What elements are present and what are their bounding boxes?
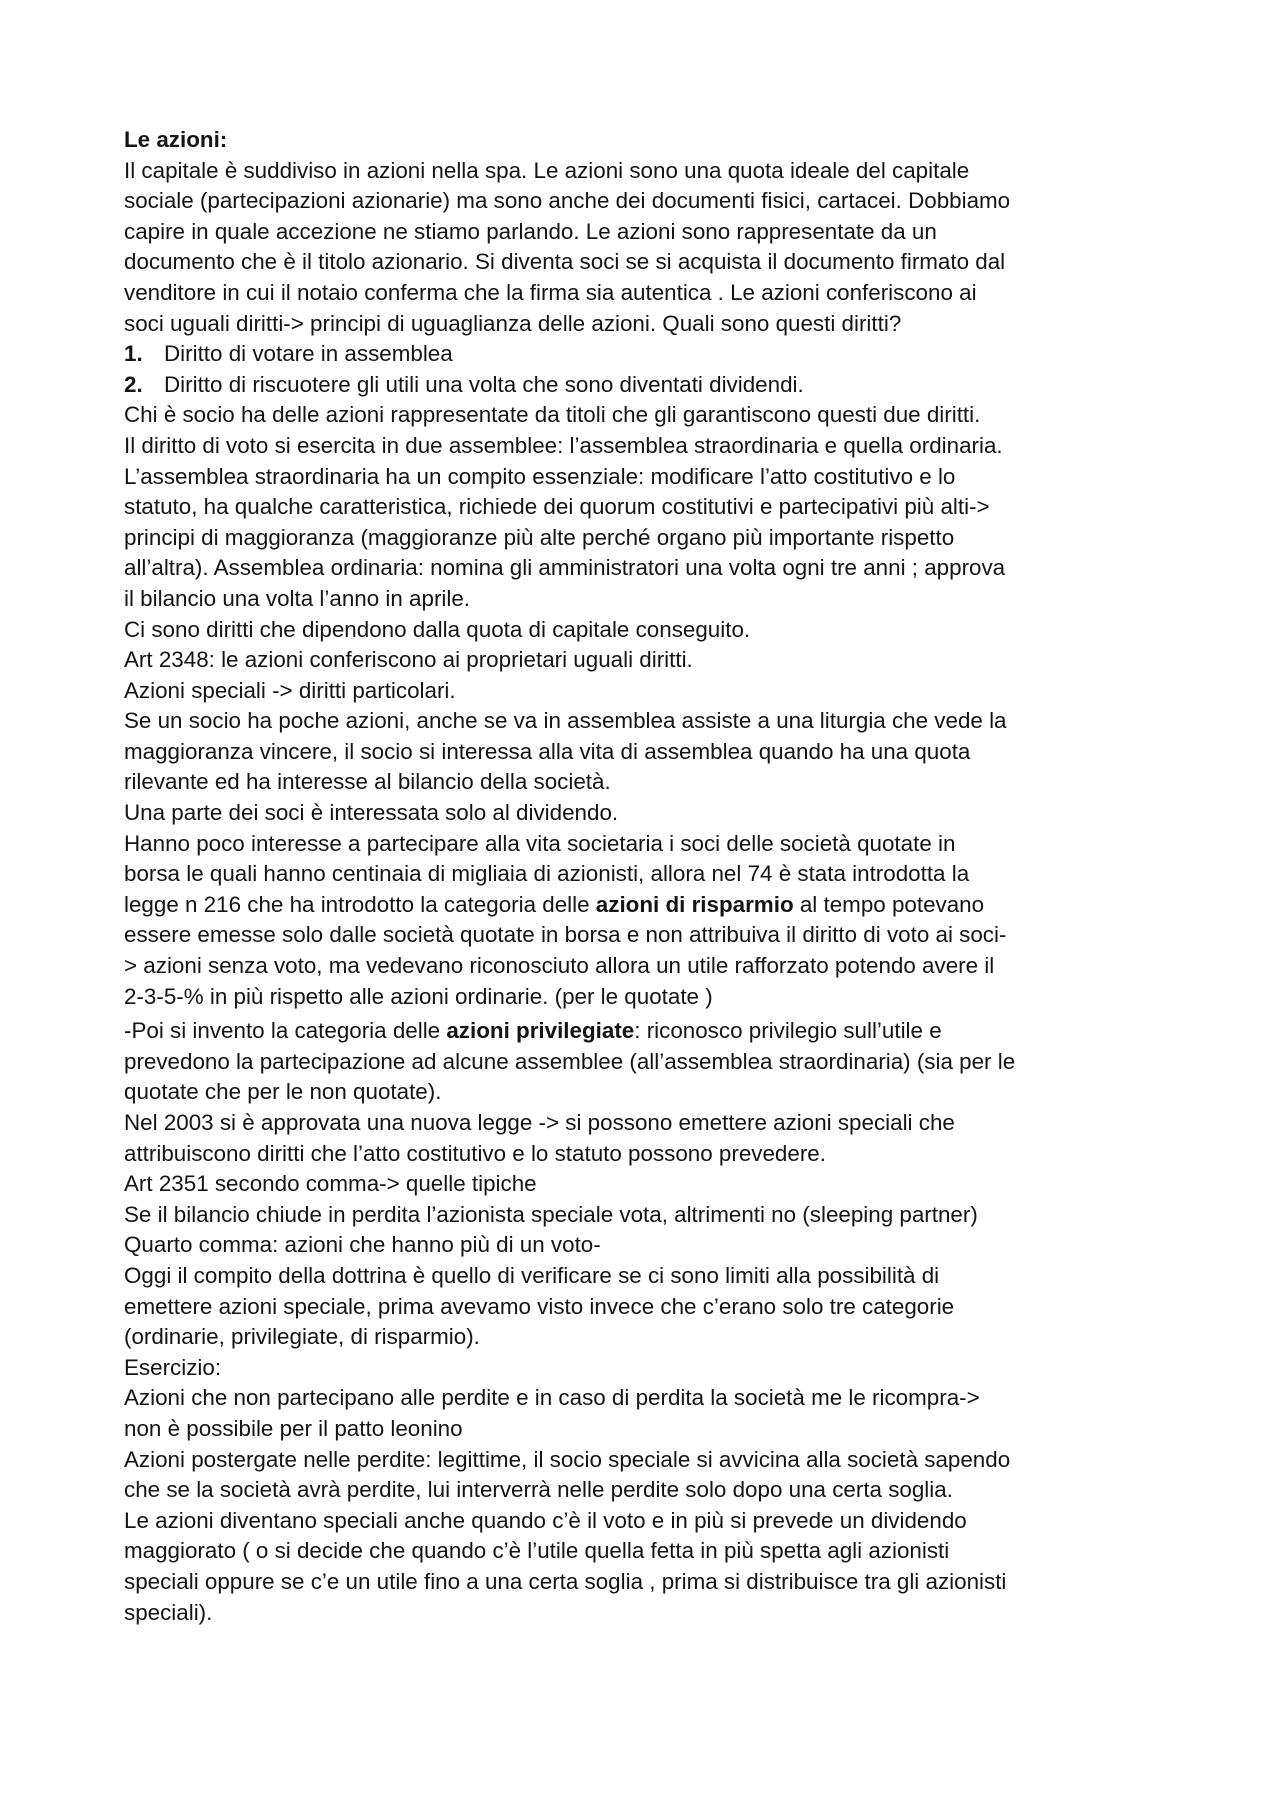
text-line: Azioni postergate nelle perdite: legittime, il socio speciale si avvicina alla società sapendo xyxy=(124,1446,1011,1472)
text-line: speciali oppure se c’e un utile fino a una certa soglia , prima si distribuisce tra gli azionisti xyxy=(124,1568,1007,1594)
text-line: 2-3-5-% in più rispetto alle azioni ordinarie. (per le quotate ) xyxy=(124,983,713,1009)
text-line: Nel 2003 si è approvata una nuova legge -> si possono emettere azioni speciali che xyxy=(124,1110,955,1135)
text-line: maggiorato ( o si decide che quando c’è l’utile quella fetta in più spetta agli azionisti xyxy=(124,1538,950,1564)
body-paragraph xyxy=(124,400,1169,890)
text-line: Il diritto di voto si esercita in due assemblee: l’assemblea straordinaria e quella ordinaria. xyxy=(124,432,1003,458)
risparmio-before: legge n 216 che ha introdotto la categoria delle xyxy=(124,891,596,917)
text-line: Se un socio ha poche azioni, anche se va in assemblea assiste a una liturgia che vede la xyxy=(124,708,1007,734)
text-line: Azioni che non partecipano alle perdite e in caso di perdita la società me le ricompra-> xyxy=(124,1385,980,1411)
risparmio-term: azioni di risparmio xyxy=(595,891,794,917)
text-line: > azioni senza voto, ma vedevano riconosciuto allora un utile rafforzato potendo avere il xyxy=(124,953,995,979)
text-line: Esercizio: xyxy=(124,1354,222,1380)
privilegiate-after: : riconosco privilegio sull’utile e xyxy=(634,1018,942,1044)
text-line: speciali). xyxy=(124,1599,213,1625)
text-line: rilevante ed ha interesse al bilancio della società. xyxy=(124,769,611,795)
privilegiate-before: -Poi si invento la categoria delle xyxy=(124,1018,447,1044)
text-line: (ordinarie, privilegiate, di risparmio). xyxy=(124,1324,480,1350)
text-line: il bilancio una volta l’anno in aprile. xyxy=(124,585,471,611)
text-line: capire in quale accezione ne stiamo parlando. Le azioni sono rappresentate da un xyxy=(124,218,937,244)
list-item-number: 1. xyxy=(124,341,143,367)
text-line: principi di maggioranza (maggioranze più alte perché organo più importante rispetto xyxy=(124,524,955,550)
text-line: Ci sono diritti che dipendono dalla quota di capitale conseguito. xyxy=(124,616,751,642)
text-line: statuto, ha qualche caratteristica, richiede dei quorum costitutivi e partecipativi più alti-> xyxy=(124,494,990,520)
document-page xyxy=(124,125,1169,1628)
text-line: venditore in cui il notaio conferma che la firma sia autentica . Le azioni conferiscono ai xyxy=(124,279,977,305)
text-line: che se la società avrà perdite, lui interverrà nelle perdite solo dopo una certa soglia. xyxy=(124,1477,953,1503)
rights-list xyxy=(124,339,1169,400)
text-line: quotate che per le non quotate). xyxy=(124,1079,442,1105)
risparmio-continuation xyxy=(124,920,1169,1012)
text-line: all’altra). Assemblea ordinaria: nomina gli amministratori una volta ogni tre anni ; approva xyxy=(124,555,1006,581)
document-title: Le azioni: xyxy=(124,127,228,152)
risparmio-after: al tempo potevano xyxy=(793,891,985,917)
privilegiate-term: azioni privilegiate xyxy=(446,1018,635,1044)
text-line: borsa le quali hanno centinaia di migliaia di azionisti, allora nel 74 è stata introdotta la xyxy=(124,861,970,887)
text-line: maggioranza vincere, il socio si interessa alla vita di assemblea quando ha una quota xyxy=(124,738,971,764)
intro-paragraph xyxy=(124,156,1169,340)
text-line: Se il bilancio chiude in perdita l’azionista speciale vota, altrimenti no (sleeping partner) xyxy=(124,1201,978,1227)
privilegiate-line xyxy=(124,1016,1169,1047)
text-line: L’assemblea straordinaria ha un compito essenziale: modificare l’atto costitutivo e lo xyxy=(124,463,956,489)
closing-paragraph xyxy=(124,1047,1169,1628)
text-line: Hanno poco interesse a partecipare alla vita societaria i soci delle società quotate in xyxy=(124,830,956,856)
text-line: essere emesse solo dalle società quotate in borsa e non attribuiva il diritto di voto ai soci- xyxy=(124,922,1007,948)
list-item-number: 2. xyxy=(124,371,143,397)
text-line: documento che è il titolo azionario. Si diventa soci se si acquista il documento firmato dal xyxy=(124,249,1006,275)
text-line: Il capitale è suddiviso in azioni nella spa. Le azioni sono una quota ideale del capitale xyxy=(124,157,970,183)
text-line: Art 2348: le azioni conferiscono ai proprietari uguali diritti. xyxy=(124,647,693,673)
text-line: Art 2351 secondo comma-> quelle tipiche xyxy=(124,1171,537,1197)
list-item-text: Diritto di riscuotere gli utili una volta che sono diventati dividendi. xyxy=(164,371,804,397)
text-line: Chi è socio ha delle azioni rappresentate da titoli che gli garantiscono questi due diritti. xyxy=(124,402,981,428)
text-line: emettere azioni speciale, prima avevamo visto invece che c’erano solo tre categorie xyxy=(124,1293,955,1319)
text-line: prevedono la partecipazione ad alcune assemblee (all’assemblea straordinaria) (sia per le xyxy=(124,1048,1016,1074)
text-line: Quarto comma: azioni che hanno più di un voto- xyxy=(124,1232,601,1258)
text-line: sociale (partecipazioni azionarie) ma sono anche dei documenti fisici, cartacei. Dobbiamo xyxy=(124,188,1011,214)
text-line: non è possibile per il patto leonino xyxy=(124,1415,463,1441)
text-line: soci uguali diritti-> principi di uguaglianza delle azioni. Quali sono questi diritti? xyxy=(124,310,902,336)
rights-list-item xyxy=(124,339,1169,370)
text-line: attribuiscono diritti che l’atto costitutivo e lo statuto possono prevedere. xyxy=(124,1140,826,1166)
list-item-text: Diritto di votare in assemblea xyxy=(164,341,453,367)
risparmio-line xyxy=(124,890,1169,921)
rights-list-item xyxy=(124,370,1169,401)
text-line: Una parte dei soci è interessata solo al dividendo. xyxy=(124,800,619,826)
text-line: Oggi il compito della dottrina è quello di verificare se ci sono limiti alla possibilità di xyxy=(124,1262,940,1288)
text-line: Le azioni diventano speciali anche quando c’è il voto e in più si prevede un dividendo xyxy=(124,1507,967,1533)
text-line: Azioni speciali -> diritti particolari. xyxy=(124,677,456,703)
